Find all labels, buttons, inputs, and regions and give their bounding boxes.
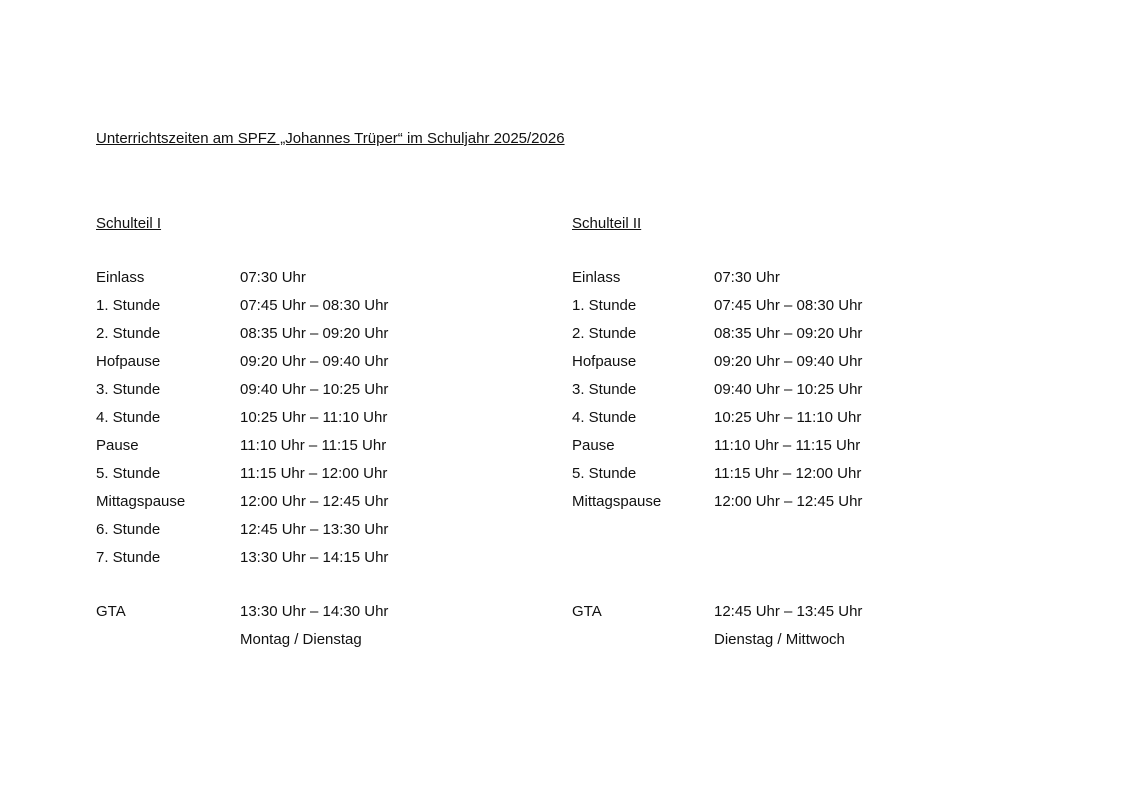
row-label: 7. Stunde bbox=[96, 549, 161, 566]
schedule-row bbox=[572, 438, 1012, 466]
schedule-row bbox=[96, 494, 536, 522]
row-time: 12:45 Uhr – 13:30 Uhr bbox=[240, 521, 389, 538]
row-label: 2. Stunde bbox=[572, 325, 637, 342]
row-label: 5. Stunde bbox=[96, 465, 161, 482]
row-label: Pause bbox=[96, 437, 139, 454]
schedule-row bbox=[96, 466, 536, 494]
row-label: Einlass bbox=[96, 269, 145, 286]
section-schulteil-2 bbox=[572, 214, 1012, 522]
row-time: 11:10 Uhr – 11:15 Uhr bbox=[714, 437, 861, 454]
gta-days-row bbox=[96, 632, 388, 660]
row-time: 08:35 Uhr – 09:20 Uhr bbox=[240, 325, 389, 342]
gta-time: 13:30 Uhr – 14:30 Uhr bbox=[240, 603, 389, 620]
section-schulteil-1 bbox=[96, 214, 536, 578]
document-title: Unterrichtszeiten am SPFZ „Johannes Trüper“ im Schuljahr 2025/2026 bbox=[96, 130, 565, 147]
row-label: 1. Stunde bbox=[572, 297, 637, 314]
schedule-row-einlass bbox=[572, 270, 1012, 298]
row-time: 07:30 Uhr bbox=[714, 269, 780, 286]
row-label: 5. Stunde bbox=[572, 465, 637, 482]
gta-block-schulteil-1 bbox=[96, 604, 388, 660]
schedule-row bbox=[96, 410, 536, 438]
schedule-row bbox=[96, 298, 536, 326]
row-time: 09:20 Uhr – 09:40 Uhr bbox=[714, 353, 863, 370]
row-label: 3. Stunde bbox=[572, 381, 637, 398]
gta-label: GTA bbox=[96, 603, 126, 620]
row-time: 09:20 Uhr – 09:40 Uhr bbox=[240, 353, 389, 370]
row-time: 08:35 Uhr – 09:20 Uhr bbox=[714, 325, 863, 342]
schedule-row bbox=[572, 382, 1012, 410]
row-time: 10:25 Uhr – 11:10 Uhr bbox=[714, 409, 862, 426]
gta-days: Montag / Dienstag bbox=[240, 631, 362, 648]
row-time: 11:15 Uhr – 12:00 Uhr bbox=[240, 465, 388, 482]
row-label: Pause bbox=[572, 437, 615, 454]
gta-row bbox=[96, 604, 388, 632]
gta-row bbox=[572, 604, 862, 632]
row-time: 07:30 Uhr bbox=[240, 269, 306, 286]
section-heading: Schulteil I bbox=[96, 215, 162, 232]
row-time: 12:00 Uhr – 12:45 Uhr bbox=[240, 493, 389, 510]
row-time: 09:40 Uhr – 10:25 Uhr bbox=[240, 381, 389, 398]
gta-time: 12:45 Uhr – 13:45 Uhr bbox=[714, 603, 863, 620]
row-label: 2. Stunde bbox=[96, 325, 161, 342]
schedule-row bbox=[572, 354, 1012, 382]
schedule-row bbox=[96, 438, 536, 466]
row-label: Mittagspause bbox=[572, 493, 662, 510]
gta-block-schulteil-2 bbox=[572, 604, 862, 660]
row-time: 10:25 Uhr – 11:10 Uhr bbox=[240, 409, 388, 426]
row-label: Einlass bbox=[572, 269, 621, 286]
row-label: 3. Stunde bbox=[96, 381, 161, 398]
row-label: 6. Stunde bbox=[96, 521, 161, 538]
row-time: 07:45 Uhr – 08:30 Uhr bbox=[714, 297, 863, 314]
gta-label: GTA bbox=[572, 603, 602, 620]
section-heading: Schulteil II bbox=[572, 215, 642, 232]
row-time: 09:40 Uhr – 10:25 Uhr bbox=[714, 381, 863, 398]
row-label: 1. Stunde bbox=[96, 297, 161, 314]
gta-spacer bbox=[96, 632, 240, 660]
schedule-row bbox=[96, 326, 536, 354]
schedule-row bbox=[572, 326, 1012, 354]
schedule-row bbox=[96, 550, 536, 578]
schedule-row bbox=[572, 298, 1012, 326]
row-time: 11:15 Uhr – 12:00 Uhr bbox=[714, 465, 862, 482]
schedule-row bbox=[96, 354, 536, 382]
row-label: 4. Stunde bbox=[96, 409, 161, 426]
row-label: Hofpause bbox=[96, 353, 161, 370]
row-time: 12:00 Uhr – 12:45 Uhr bbox=[714, 493, 863, 510]
gta-spacer bbox=[572, 632, 714, 660]
row-label: Mittagspause bbox=[96, 493, 186, 510]
row-time: 13:30 Uhr – 14:15 Uhr bbox=[240, 549, 389, 566]
row-label: 4. Stunde bbox=[572, 409, 637, 426]
schedule-row bbox=[572, 466, 1012, 494]
schedule-row bbox=[572, 494, 1012, 522]
gta-days-row bbox=[572, 632, 862, 660]
row-label: Hofpause bbox=[572, 353, 637, 370]
gta-days: Dienstag / Mittwoch bbox=[714, 631, 845, 648]
row-time: 11:10 Uhr – 11:15 Uhr bbox=[240, 437, 387, 454]
schedule-row bbox=[96, 522, 536, 550]
schedule-row-einlass bbox=[96, 270, 536, 298]
row-time: 07:45 Uhr – 08:30 Uhr bbox=[240, 297, 389, 314]
schedule-row bbox=[572, 410, 1012, 438]
schedule-row bbox=[96, 382, 536, 410]
